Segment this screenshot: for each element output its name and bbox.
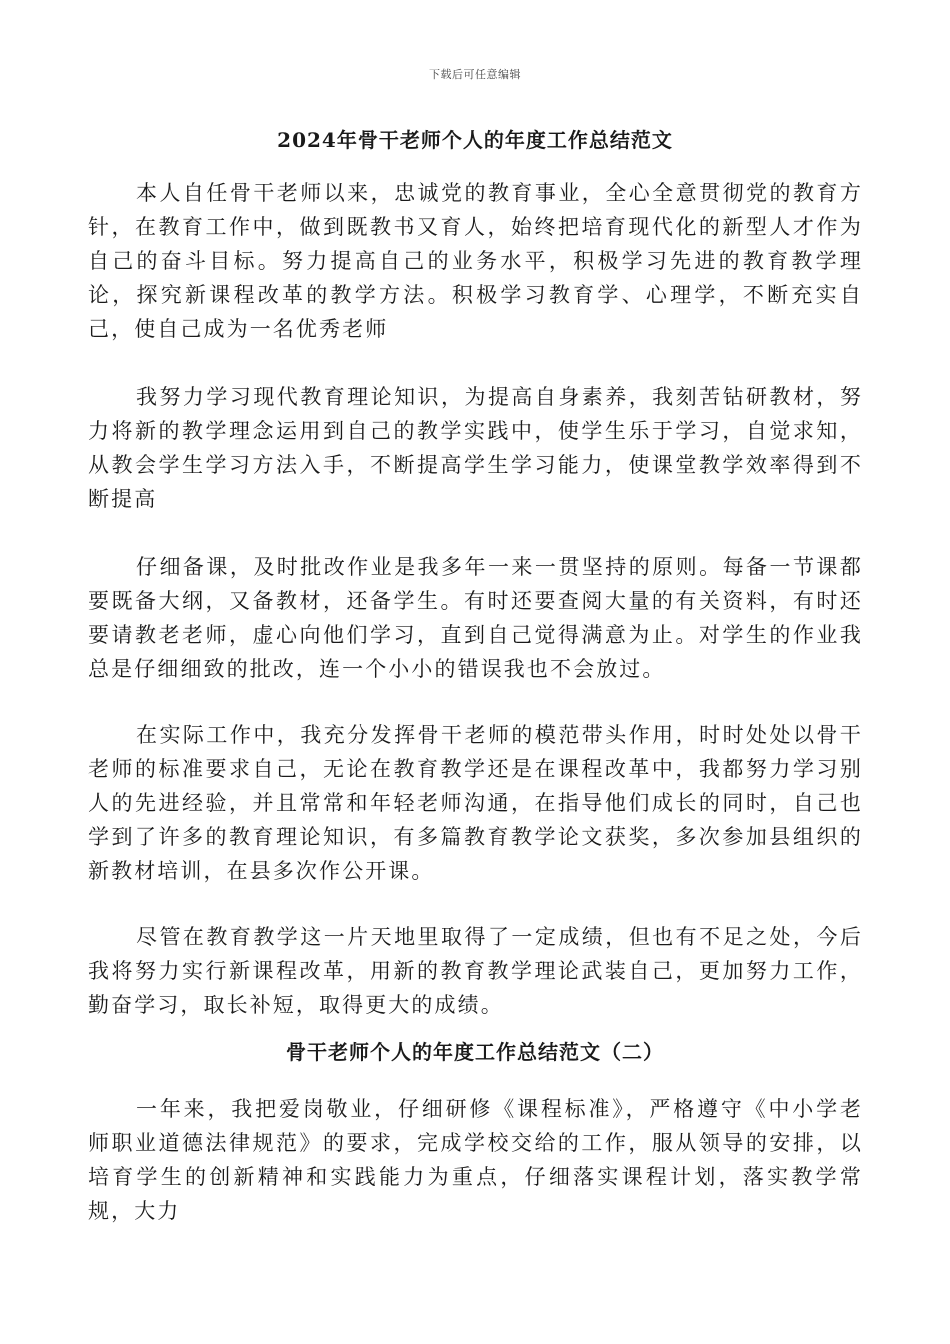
section-one-body: [88, 176, 863, 1022]
paragraph: 本人自任骨干老师以来，忠诚党的教育事业，全心全意贯彻党的教育方针，在教育工作中，做到既教书又育人，始终把培育现代化的新型人才作为自己的奋斗目标。努力提高自己的业务水平，积极学习先进的教育教学理论，探究新课程改革的教学方法。积极学习教育学、心理学，不断充实自己，使自己成为一名优秀老师: [88, 181, 863, 341]
header-note: 下载后可任意编辑: [429, 68, 521, 81]
document-title: 2024年骨干老师个人的年度工作总结范文: [277, 128, 673, 152]
paragraph: 我努力学习现代教育理论知识，为提高自身素养，我刻苦钻研教材，努力将新的教学理念运用到自己的教学实践中，使学生乐于学习，自觉求知，从教会学生学习方法入手，不断提高学生学习能力，使课堂教学效率得到不断提高: [88, 385, 863, 511]
paragraph: 尽管在教育教学这一片天地里取得了一定成绩，但也有不足之处，今后我将努力实行新课程改革，用新的教育教学理论武装自己，更加努力工作，勤奋学习，取长补短，取得更大的成绩。: [88, 925, 863, 1017]
paragraph: 一年来，我把爱岗敬业，仔细研修《课程标准》，严格遵守《中小学老师职业道德法律规范》的要求，完成学校交给的工作，服从领导的安排，以培育学生的创新精神和实践能力为重点，仔细落实课程计划，落实教学常规，大力: [88, 1097, 863, 1223]
paragraph: 在实际工作中，我充分发挥骨干老师的模范带头作用，时时处处以骨干老师的标准要求自己，无论在教育教学还是在课程改革中，我都努力学习别人的先进经验，并且常常和年轻老师沟通，在指导他们成长的同时，自己也学到了许多的教育理论知识，有多篇教育教学论文获奖，多次参加县组织的新教材培训，在县多次作公开课。: [88, 723, 863, 883]
paragraph: 仔细备课，及时批改作业是我多年一来一贯坚持的原则。每备一节课都要既备大纲，又备教材，还备学生。有时还要查阅大量的有关资料，有时还要请教老老师，虚心向他们学习，直到自己觉得满意为止。对学生的作业我总是仔细细致的批改，连一个小小的错误我也不会放过。: [88, 555, 863, 681]
section-two-body: [88, 1092, 863, 1228]
section-two-title: 骨干老师个人的年度工作总结范文（二）: [286, 1040, 664, 1064]
